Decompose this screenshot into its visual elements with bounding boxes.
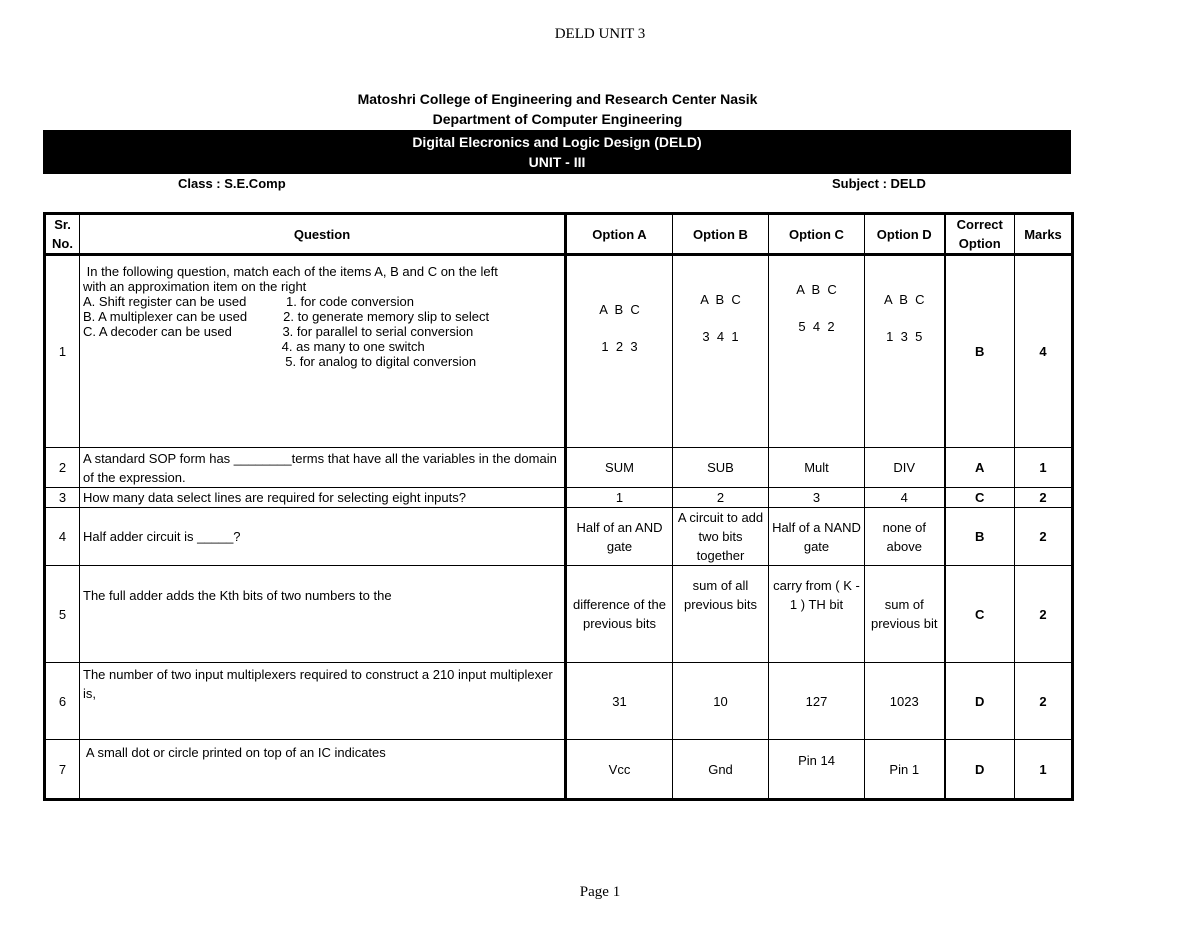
question-text: How many data select lines are required for selecting eight inputs? [80,488,566,508]
option-c [769,255,865,448]
table-row [45,566,1073,663]
marks: 2 [1015,508,1073,566]
option-c: 127 [769,663,865,740]
option-c-top: A B C [796,281,837,297]
table-row [45,488,1073,508]
header-question: Question [80,214,566,255]
question-line: In the following question, match each of the items A, B and C on the left [83,264,498,279]
option-c: 3 [769,488,865,508]
correct-option: D [945,663,1015,740]
question-line: C. A decoder can be used 3. for parallel to serial conversion [83,324,474,339]
page-footer: Page 1 [579,884,621,900]
option-d: none of above [865,508,945,566]
row-number: 2 [45,448,80,488]
row-number: 6 [45,663,80,740]
row-number: 4 [45,508,80,566]
question-text: A small dot or circle printed on top of an IC indicates [80,740,566,800]
header-sr-no: Sr. No. [45,214,80,255]
option-d: 4 [865,488,945,508]
correct-option: D [945,740,1015,800]
marks: 4 [1015,255,1073,448]
question-line: 4. as many to one switch [83,339,425,354]
option-d: 1023 [865,663,945,740]
correct-option: B [945,508,1015,566]
table-header-row [45,214,1073,255]
option-a-top: A B C [599,301,640,317]
option-b: SUB [673,448,769,488]
department-name: Department of Computer Engineering [432,111,683,127]
option-c: Pin 14 [769,740,865,800]
option-a: Vcc [566,740,673,800]
course-banner [43,130,1071,174]
question-line: B. A multiplexer can be used 2. to generate memory slip to select [83,309,490,324]
row-number: 5 [45,566,80,663]
option-a: difference of the previous bits [566,566,673,663]
option-d: DIV [865,448,945,488]
option-b: 2 [673,488,769,508]
option-a: SUM [566,448,673,488]
question-table [43,212,1074,801]
header-option-d: Option D [865,214,945,255]
table-row [45,508,1073,566]
table-row [45,663,1073,740]
option-a: 31 [566,663,673,740]
option-b-top: A B C [700,291,741,307]
question-text [80,255,566,448]
option-b [673,255,769,448]
option-c: Half of a NAND gate [769,508,865,566]
marks: 2 [1015,488,1073,508]
row-number: 7 [45,740,80,800]
option-d-bottom: 1 3 5 [886,328,923,344]
header-correct-option: Correct Option [945,214,1015,255]
question-text: The number of two input multiplexers required to construct a 210 input multiplexer is, [80,663,566,740]
option-a-bottom: 1 2 3 [601,338,638,354]
college-name: Matoshri College of Engineering and Research Center Nasik [357,91,758,107]
question-text: Half adder circuit is _____? [80,508,566,566]
class-label: Class : S.E.Comp [178,176,286,191]
option-c: carry from ( K - 1 ) TH bit [769,566,865,663]
header-marks: Marks [1015,214,1073,255]
question-line: with an approximation item on the right [83,279,307,294]
course-title: Digital Elecronics and Logic Design (DELD) [412,134,702,150]
question-text: A standard SOP form has ________terms that have all the variables in the domain of the expression. [80,448,566,488]
table-row [45,740,1073,800]
marks: 1 [1015,740,1073,800]
correct-option: A [945,448,1015,488]
running-header: DELD UNIT 3 [554,26,646,42]
option-d: Pin 1 [865,740,945,800]
option-d: sum of previous bit [865,566,945,663]
option-d-top: A B C [884,291,925,307]
table-row [45,448,1073,488]
correct-option: C [945,488,1015,508]
row-number: 1 [45,255,80,448]
header-option-b: Option B [673,214,769,255]
correct-option: B [945,255,1015,448]
unit-title: UNIT - III [528,154,586,170]
marks: 2 [1015,566,1073,663]
option-b: A circuit to add two bits together [673,508,769,566]
header-option-c: Option C [769,214,865,255]
marks: 2 [1015,663,1073,740]
option-b-bottom: 3 4 1 [702,328,739,344]
option-b: sum of all previous bits [673,566,769,663]
table-row [45,255,1073,448]
option-a: Half of an AND gate [566,508,673,566]
option-a: 1 [566,488,673,508]
option-b: 10 [673,663,769,740]
question-line: 5. for analog to digital conversion [83,354,477,369]
question-text: The full adder adds the Kth bits of two numbers to the [80,566,566,663]
correct-option: C [945,566,1015,663]
subject-label: Subject : DELD [832,176,926,191]
row-number: 3 [45,488,80,508]
marks: 1 [1015,448,1073,488]
option-a [566,255,673,448]
option-d [865,255,945,448]
question-line: A. Shift register can be used 1. for code conversion [83,294,414,309]
option-c: Mult [769,448,865,488]
option-b: Gnd [673,740,769,800]
header-option-a: Option A [566,214,673,255]
option-c-bottom: 5 4 2 [798,318,835,334]
